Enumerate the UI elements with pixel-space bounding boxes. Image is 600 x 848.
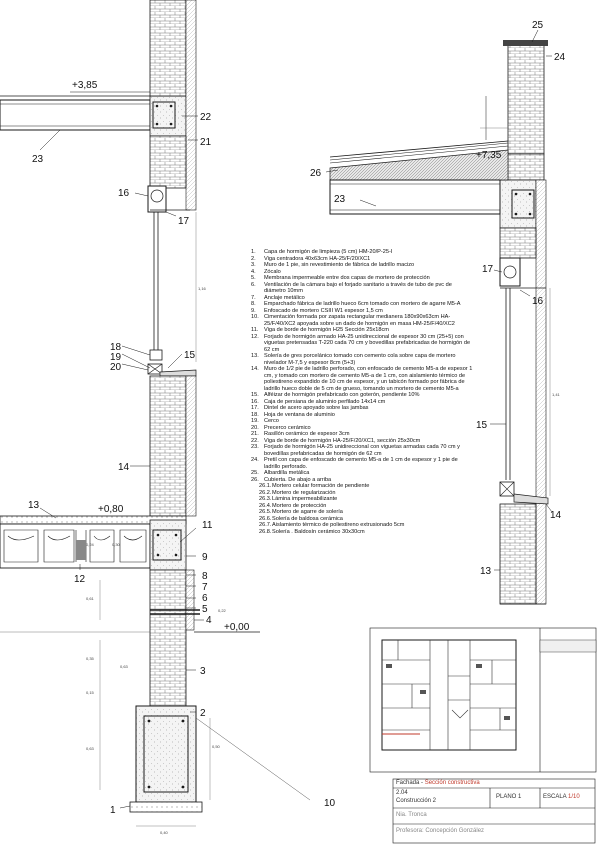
legend-number: 1. (251, 249, 256, 255)
legend-text: Cerco (264, 418, 279, 424)
callout-2: 2 (200, 708, 206, 719)
legend-text: Mortero celular formación de pendiente (272, 483, 370, 489)
legend-number: 26.5. (259, 509, 272, 515)
coping-25 (503, 40, 548, 46)
legend-number: 26.1. (259, 483, 272, 489)
dim-found-e: 0,50 (212, 744, 220, 749)
parapet-24 (508, 44, 544, 154)
lower-wall-right (500, 504, 536, 604)
legend-number: 2. (251, 255, 256, 262)
legend-list (251, 249, 473, 535)
legend-number: 21. (251, 431, 259, 437)
level-735: +7,35 (476, 150, 502, 161)
legend-number: 26.2. (259, 489, 272, 496)
callout-18: 18 (110, 342, 122, 353)
callout-13-right: 13 (480, 566, 492, 577)
legend-number: 16. (251, 398, 259, 405)
upper-wall-left (150, 0, 186, 96)
callout-19: 19 (110, 352, 122, 363)
callout-23-left: 23 (32, 154, 44, 165)
professor-name: Profesora: Concepción González (396, 828, 485, 834)
callout-15-right: 15 (476, 420, 488, 431)
callout-17-left: 17 (178, 216, 190, 227)
legend-text: Zócalo (264, 268, 281, 275)
legend-number: 6. (251, 281, 256, 288)
legend-text: Forjado de hormigón armado HA-25 unidireccional de espesor 30 cm (25+5) con viguetas pretensadas T-220 cada 70 cm y bovedillas prefabricadas de hormigón de 62 cm (264, 333, 471, 353)
sheet-code: 2.04 (396, 790, 408, 796)
legend-number: 13. (251, 353, 259, 359)
scale-word: ESCALA (543, 794, 569, 800)
callout-16-left: 16 (118, 188, 130, 199)
legend-number: 19. (251, 418, 259, 424)
legend-number: 20. (251, 424, 259, 431)
legend-text: Viga de borde de hormigón H25 Sección 25x18cm (264, 327, 389, 333)
legend-number: 7. (251, 294, 256, 301)
level-385: +3,85 (72, 80, 98, 91)
legend-text: Solería . Baldosín cerámico 30x30cm (272, 528, 365, 535)
legend-number: 4. (251, 268, 256, 275)
legend-text: Precerco cerámico (264, 424, 311, 431)
legend-text: Mortero de protección (272, 502, 327, 509)
legend-text: Solería de baldosa cerámica (272, 515, 343, 522)
legend-number: 22. (251, 437, 259, 444)
callout-14-left: 14 (118, 462, 130, 473)
legend-number: 3. (251, 262, 256, 268)
plan-number: PLANO 1 (496, 794, 522, 800)
dim-width: 0,40 (160, 830, 168, 835)
legend-item (251, 457, 473, 470)
callout-1: 1 (110, 805, 116, 816)
middle-wall-left (150, 376, 186, 516)
legend-number: 26.7. (259, 522, 272, 528)
legend-item (251, 353, 473, 366)
legend-text: Rasillón cerámico de espesor 3cm (264, 431, 350, 437)
legend-text: Enfoscado de mortero CSIII W1 espesor 1,5 cm (264, 307, 383, 314)
callout-12: 12 (74, 574, 86, 585)
legend-number: 26.8. (259, 528, 272, 535)
legend-number: 26.3. (259, 496, 272, 502)
upper-slab-left (0, 100, 150, 130)
callout-5: 5 (202, 604, 208, 615)
level-080: +0,80 (98, 504, 124, 515)
legend-number: 26.6. (259, 515, 272, 522)
legend-text: Emparchado fábrica de ladrillo hueco 6cm tomado con mortero de agarre M5-A (264, 301, 461, 307)
legend-number: 9. (251, 307, 256, 314)
legend-text: Aislamiento térmico de poliestireno extrusionado 5cm (272, 522, 405, 528)
legend-number: 26.4. (259, 502, 272, 509)
dim-found-a: 0,35 (86, 656, 94, 661)
legend-text: Viga de borde de hormigón HA-25/F/20/XC1, sección 25x30cm (264, 437, 421, 444)
legend-item (251, 314, 473, 327)
callout-7: 7 (202, 582, 208, 593)
legend-text: Solería de gres porcelánico tomado con cemento cola sobre capa de mortero nivelador M-7,5 y espesor 8cm (5+3) (264, 353, 456, 366)
callout-22: 22 (200, 112, 212, 123)
legend-item (251, 444, 473, 457)
legend-number: 14. (251, 366, 259, 372)
ground-slab-12 (0, 524, 150, 568)
callout-21: 21 (200, 137, 212, 148)
title-line (396, 780, 480, 786)
callout-25: 25 (532, 20, 544, 31)
dim-window-right: 1,41 (552, 392, 560, 397)
legend-text: Muro de 1 pie, sin revestimiento de fábrica de ladrillo macizo (264, 262, 415, 268)
legend-number: 8. (251, 301, 256, 307)
callout-20: 20 (110, 362, 122, 373)
dim-found-d: 0,63 (120, 664, 128, 669)
legend-text: Capa de hormigón de limpieza (5 cm) HM-20/P-25-I (264, 249, 393, 255)
scale-label (543, 794, 580, 800)
course-name: Construcción 2 (396, 798, 437, 804)
callout-17-right: 17 (482, 264, 494, 275)
legend-text: Mortero de agarre de solería (272, 509, 343, 515)
legend-number: 12. (251, 333, 259, 340)
callout-8: 8 (202, 571, 208, 582)
callout-23-right: 23 (334, 194, 346, 205)
dim-found-b: 0,15 (86, 690, 94, 695)
legend-text: Ventilación de la cámara bajo el forjado sanitario a través de tubo de pvc de diámetro 10mm (264, 281, 452, 294)
legend-text: Hoja de ventana de aluminio (264, 411, 335, 418)
lean-concrete-1 (130, 802, 202, 812)
title-block (393, 779, 595, 843)
scale-value: 1/10 (568, 794, 580, 800)
dim-found-c: 0,63 (86, 746, 94, 751)
legend-number: 25. (251, 470, 259, 476)
callout-13-left: 13 (28, 500, 40, 511)
dim-slab-b: 0,30 (112, 542, 120, 547)
legend-number: 18. (251, 411, 259, 418)
callout-10: 10 (324, 798, 336, 809)
title-part-b: Sección constructiva (424, 780, 480, 786)
lower-wall-3 (150, 570, 186, 706)
callout-4: 4 (206, 615, 212, 626)
legend-number: 10. (251, 314, 259, 320)
legend-number: 15. (251, 392, 259, 398)
legend-number: 23. (251, 444, 259, 450)
shutter-box-right (500, 258, 520, 286)
legend-text: Cimentación formada por zapata rectangular medianera 180x90x63cm HA-25/F/40/XC2 apoyada sobre un dado de hormigón en masa HM-25/F/40/XC2 (264, 314, 455, 327)
legend-text: Pretil con capa de enfoscado de cemento M5-a de 1 cm de espesor y 1 pie de ladrillo perforado. (264, 457, 458, 470)
legend-number: 17. (251, 405, 259, 411)
level-000: +0,00 (224, 622, 250, 633)
legend-text: Lámina impermeabilizante (272, 496, 338, 502)
callout-9: 9 (202, 552, 208, 563)
legend-item (251, 529, 473, 536)
dim-wall-b: 0,22 (218, 608, 226, 613)
legend-number: 11. (251, 327, 259, 333)
legend-item (251, 334, 473, 354)
legend-number: 5. (251, 275, 256, 281)
legend-text: Anclaje metálico (264, 294, 305, 301)
legend-item (251, 366, 473, 392)
legend-item (251, 282, 473, 295)
callout-16-right: 16 (532, 296, 544, 307)
callout-24: 24 (554, 52, 566, 63)
legend-number: 24. (251, 457, 259, 463)
student-name: Nia. Tronca (396, 812, 427, 818)
callout-26: 26 (310, 168, 322, 179)
callout-14-right: 14 (550, 510, 562, 521)
callout-11: 11 (202, 520, 213, 531)
title-part-a: Fachada - (396, 780, 425, 786)
callout-15-left: 15 (184, 350, 196, 361)
legend-text: Membrana impermeable entre dos capas de mortero de protección (264, 275, 430, 281)
legend-text: Muro de 1/2 pie de ladrillo perforado, con enfoscado de cemento M5-a de espesor 1 cm, y tomado con mortero de cemento M5-a de 1 cm, con aislamiento térmico de poliestireno expandido de 10 cm de espesor, y un tabicón formado por fábrica de ladrillo hueco doble de 5 cm de grueso, tomando un mortero de cemento M5-a (264, 366, 473, 392)
legend-text: Caja de persiana de aluminio perfilado 14x14 cm (264, 398, 386, 405)
dim-slab-a: 0,24 (86, 542, 94, 547)
dim-wall-a: 0,61 (86, 596, 94, 601)
legend-text: Viga centradora 40x63cm HA-25/F/20/XC1 (264, 255, 371, 262)
legend-number: 26. (251, 476, 259, 483)
callout-3: 3 (200, 666, 206, 677)
legend-text: Forjado de hormigón HA-25 unidireccional con viguetas armadas cada 70 cm y bovedillas prefabricadas de hormigón de 62 cm (264, 444, 460, 457)
key-plan (370, 628, 596, 772)
foundation-beam-2 (136, 706, 196, 802)
legend-text: Dintel de acero apoyado sobre las jambas (264, 405, 369, 411)
legend-text: Cubierta. De abajo a arriba (264, 476, 332, 483)
callout-6: 6 (202, 593, 208, 604)
legend-text: Alféizar de hormigón prefabricado con goterón, pendiente 10% (264, 392, 420, 398)
dim-window-left: 1,16 (198, 286, 206, 291)
legend-text: Mortero de regularización (272, 489, 336, 496)
legend-text: Albardilla metálica (264, 470, 310, 476)
roof-slab-23 (330, 180, 500, 214)
